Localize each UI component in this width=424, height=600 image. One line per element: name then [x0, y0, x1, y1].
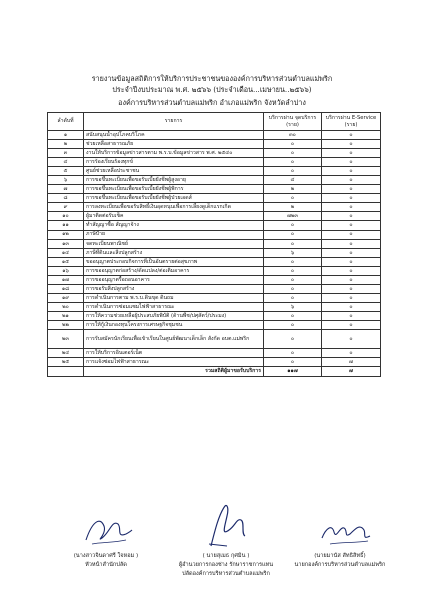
row-counter-count: ๐ [264, 320, 322, 329]
row-item: สนับสนุนน้ำอุปโภคบริโภค [84, 131, 264, 140]
row-item: จดทะเบียนพาณิชย์ [84, 239, 264, 248]
row-item: การขอขึ้นทะเบียนเพื่อขอรับเบี้ยยังชีพผู้พิการ [84, 185, 264, 194]
row-eservice-count: ๐ [322, 330, 381, 349]
table-header-row [48, 113, 381, 131]
row-eservice-count: ๐ [322, 349, 381, 358]
row-eservice-count: ๐ [322, 203, 381, 212]
row-number: ๒ [48, 140, 84, 149]
row-eservice-count: ๐ [322, 239, 381, 248]
row-counter-count: ๐ [264, 349, 322, 358]
table-row [48, 212, 381, 221]
signature-mark-3 [318, 514, 374, 550]
row-item: ขออนุญาตประกอบกิจการที่เป็นอันตรายต่อสุขภาพ [84, 257, 264, 266]
row-number: ๑๘ [48, 284, 84, 293]
row-eservice-count: ๐ [322, 140, 381, 149]
row-eservice-count: ๐ [322, 257, 381, 266]
row-number: ๔ [48, 158, 84, 167]
row-eservice-count: ๗ [322, 358, 381, 367]
table-row [48, 284, 381, 293]
row-eservice-count: ๐ [322, 212, 381, 221]
table-row [48, 293, 381, 302]
row-counter-count: ๐ [264, 275, 322, 284]
table-row [48, 239, 381, 248]
table-row [48, 330, 381, 349]
row-item: การร้องเรียนร้องทุกข์ [84, 158, 264, 167]
row-eservice-count: ๐ [322, 185, 381, 194]
signatory-name: (นางสาวจินดาศรี ใจหอม ) [73, 553, 139, 559]
row-counter-count: ๐ [264, 221, 322, 230]
row-number: ๑๒ [48, 230, 84, 239]
row-number: ๑๔ [48, 248, 84, 257]
row-counter-count: ๖ [264, 248, 322, 257]
row-counter-count: ๓๐ [264, 131, 322, 140]
table-body [48, 131, 381, 377]
table-row [48, 185, 381, 194]
row-number: ๑๗ [48, 275, 84, 284]
row-number: ๑๖ [48, 266, 84, 275]
row-eservice-count: ๐ [322, 221, 381, 230]
row-item: ทำสัญญาซื้อ สัญญาจ้าง [84, 221, 264, 230]
row-item: ผู้มาติดต่อรับเช็ค [84, 212, 264, 221]
table-row [48, 167, 381, 176]
signatory-title: หัวหน้าสำนักปลัด [85, 562, 127, 568]
signature-block-1 [60, 552, 152, 570]
row-counter-count: ๐ [264, 140, 322, 149]
header-counter-service: บริการผ่าน จุดบริการ (ราย) [264, 113, 322, 131]
row-number: ๑๐ [48, 212, 84, 221]
row-eservice-count: ๐ [322, 266, 381, 275]
row-eservice-count: ๐ [322, 194, 381, 203]
signature-mark-2 [205, 500, 249, 552]
table-row [48, 311, 381, 320]
table-row [48, 257, 381, 266]
row-number: ๑๓ [48, 239, 84, 248]
row-eservice-count: ๐ [322, 131, 381, 140]
row-eservice-count: ๐ [322, 167, 381, 176]
row-counter-count: ๔ [264, 176, 322, 185]
signatory-title: ผู้อำนวยการกองช่าง รักษาราชการแทน [178, 562, 274, 568]
row-counter-count: ๐ [264, 266, 322, 275]
row-eservice-count: ๐ [322, 311, 381, 320]
header-no: ลำดับที่ [48, 113, 84, 131]
row-number: ๒๐ [48, 302, 84, 311]
row-item: การลงทะเบียนเพื่อขอรับสิทธิ์เงินอุดหนุนเพื่อการเลี้ยงดูเด็กแรกเกิด [84, 203, 264, 212]
report-period: ประจำปีงบประมาณ พ.ศ. ๒๕๖๖ (ประจำเดือน...เมษายน..๒๕๖๖) [112, 85, 312, 94]
row-number: ๙ [48, 203, 84, 212]
signature-block-2 [166, 552, 286, 579]
row-item: การขออนุญาตก่อสร้าง/ดัดแปลง/ต่อเติมอาคาร [84, 266, 264, 275]
row-item: ศูนย์ช่วยเหลือประชาชน [84, 167, 264, 176]
row-item: ภาษีป้าย [84, 230, 264, 239]
service-statistics-table [47, 112, 381, 377]
row-counter-count: ๐ [264, 149, 322, 158]
table-row [48, 358, 381, 367]
report-title: รายงานข้อมูลสถิติการให้บริการประชาชนขององค์การบริหารส่วนตำบลแม่พริก [91, 74, 333, 83]
row-counter-count: ๗๒๓ [264, 212, 322, 221]
row-item: การรับสมัครนักเรียนเพื่อเข้าเรียนในศูนย์พัฒนาเด็กเล็ก สังกัด อบต.แม่พริก [84, 330, 264, 349]
row-counter-count: ๐ [264, 358, 322, 367]
row-eservice-count: ๐ [322, 158, 381, 167]
row-counter-count: ๐ [264, 158, 322, 167]
table-row [48, 302, 381, 311]
table-row [48, 158, 381, 167]
row-number: ๑ [48, 131, 84, 140]
header-item: รายการ [84, 113, 264, 131]
row-eservice-count: ๐ [322, 248, 381, 257]
signatory-name: ( นายสุเมธ กุศมิน ) [202, 553, 250, 559]
report-organization: องค์การบริหารส่วนตำบลแม่พริก อำเภอแม่พริก จังหวัดลำปาง [118, 98, 306, 107]
table-row [48, 320, 381, 329]
table-row [48, 149, 381, 158]
row-counter-count: ๐ [264, 284, 322, 293]
signature-mark-1 [82, 512, 134, 550]
row-number: ๒๓ [48, 330, 84, 349]
row-number: ๒๔ [48, 349, 84, 358]
signatory-title-2: ปลัดองค์การบริหารส่วนตำบลแม่พริก [182, 571, 270, 577]
row-item: การให้ความช่วยเหลือผู้ประสบภัยพิบัติ (ด้านพืช/ปศุสัตว์/ประมง) [84, 311, 264, 320]
row-item: การแจ้งซ่อมไฟฟ้าสาธารณะ [84, 358, 264, 367]
row-item: งานให้บริการข้อมูลข่าวสารตาม พ.ร.บ.ข้อมูลข่าวสาร พ.ศ. ๒๕๔๐ [84, 149, 264, 158]
row-eservice-count: ๐ [322, 176, 381, 185]
total-eservice-count: ๗ [322, 367, 381, 377]
row-counter-count: ๐ [264, 257, 322, 266]
row-number: ๖ [48, 176, 84, 185]
row-number: ๕ [48, 167, 84, 176]
total-label: รวมสถิติผู้มาขอรับบริการ [84, 367, 264, 377]
header-eservice: บริการผ่าน E-Service (ราย) [322, 113, 381, 131]
row-number: ๘ [48, 194, 84, 203]
row-counter-count: ๐ [264, 311, 322, 320]
row-eservice-count: ๐ [322, 284, 381, 293]
row-eservice-count: ๐ [322, 302, 381, 311]
row-counter-count: ๐ [264, 167, 322, 176]
row-eservice-count: ๐ [322, 230, 381, 239]
table-row [48, 194, 381, 203]
row-eservice-count: ๐ [322, 320, 381, 329]
row-counter-count: ๖ [264, 302, 322, 311]
row-counter-count: ๐ [264, 330, 322, 349]
table-row [48, 221, 381, 230]
row-number: ๑๑ [48, 221, 84, 230]
signature-block-3 [290, 552, 390, 570]
row-number: ๒๒ [48, 320, 84, 329]
row-number: ๒๑ [48, 311, 84, 320]
table-row [48, 203, 381, 212]
signatory-title: นายกองค์การบริหารส่วนตำบลแม่พริก [294, 562, 386, 568]
row-item: การดำเนินการซ่อมแซมไฟฟ้าสาธารณะ [84, 302, 264, 311]
table-row [48, 176, 381, 185]
row-eservice-count: ๐ [322, 293, 381, 302]
row-number: ๑๕ [48, 257, 84, 266]
row-item: ช่วยเหลือสาธารณภัย [84, 140, 264, 149]
row-item: การขอขึ้นทะเบียนเพื่อขอรับเบี้ยยังชีพผู้สูงอายุ [84, 176, 264, 185]
table-row [48, 230, 381, 239]
row-item: การขอรับสิ่งปลูกสร้าง [84, 284, 264, 293]
row-number: ๓ [48, 149, 84, 158]
total-blank-cell [48, 367, 84, 377]
row-counter-count: ๐ [264, 293, 322, 302]
row-number: ๗ [48, 185, 84, 194]
row-item: การขอขึ้นทะเบียนเพื่อขอรับเบี้ยยังชีพผู้ป่วยเอดส์ [84, 194, 264, 203]
table-row [48, 275, 381, 284]
row-eservice-count: ๐ [322, 149, 381, 158]
table-row [48, 266, 381, 275]
table-row [48, 248, 381, 257]
table-row [48, 131, 381, 140]
row-eservice-count: ๐ [322, 275, 381, 284]
total-row [48, 367, 381, 377]
row-counter-count: ๐ [264, 230, 322, 239]
row-item: การดำเนินการตาม พ.ร.บ.ดินขุด ดินถม [84, 293, 264, 302]
row-item: การขออนุญาตรื้อถอนอาคาร [84, 275, 264, 284]
row-item: การให้บริการอินเตอร์เน็ต [84, 349, 264, 358]
row-counter-count: ๒ [264, 185, 322, 194]
signatory-name: (นายมานัส สัทธิสิทธิ์) [314, 553, 366, 559]
row-number: ๒๕ [48, 358, 84, 367]
row-number: ๑๙ [48, 293, 84, 302]
row-counter-count: ๐ [264, 194, 322, 203]
table-row [48, 349, 381, 358]
table-row [48, 140, 381, 149]
row-item: การให้กู้เงินกองทุนโครงการเศรษฐกิจชุมชน [84, 320, 264, 329]
row-item: ภาษีที่ดินและสิ่งปลูกสร้าง [84, 248, 264, 257]
total-counter-count: ๑๑๗ [264, 367, 322, 377]
row-counter-count: ๐ [264, 239, 322, 248]
row-counter-count: ๒ [264, 203, 322, 212]
